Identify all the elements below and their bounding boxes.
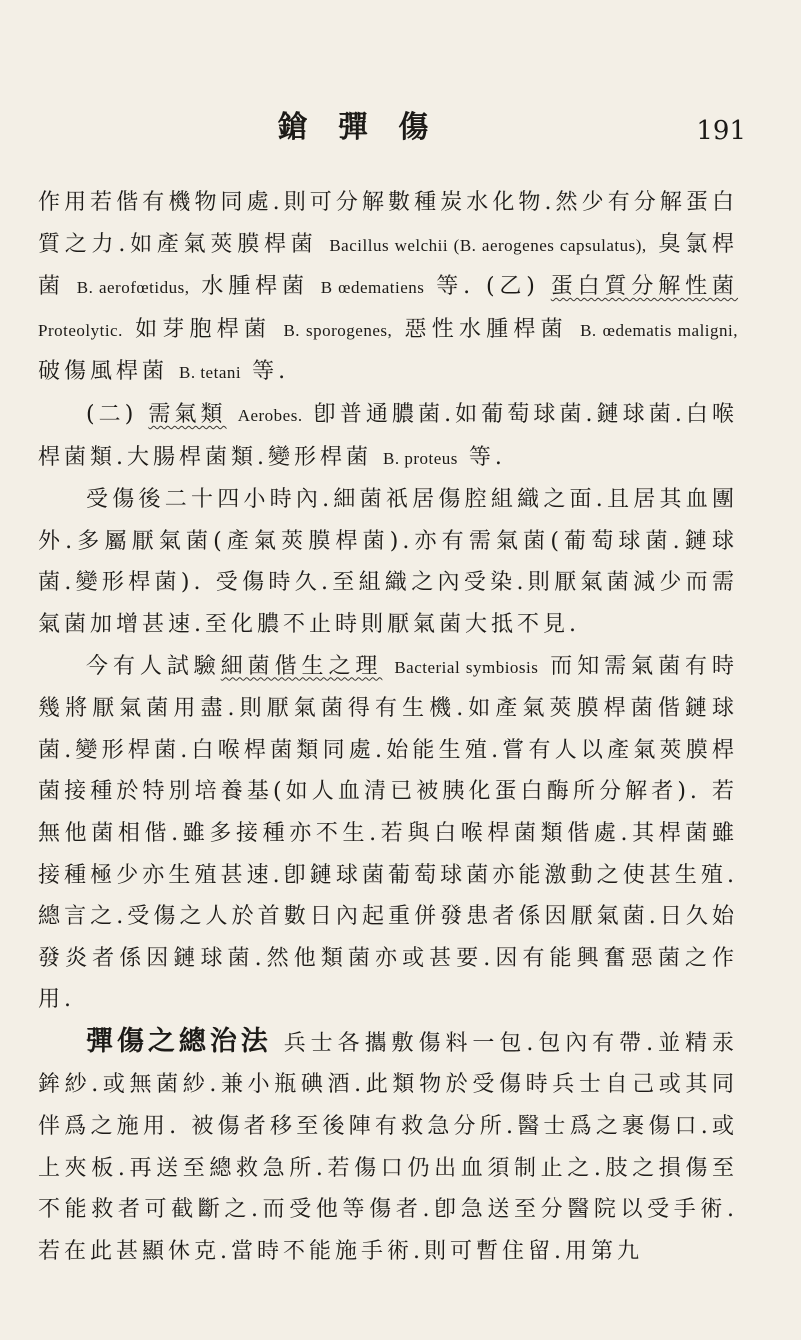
text-run: 如芽胞桿菌 (122, 316, 284, 342)
text-run: 臭氯桿菌 (38, 231, 738, 300)
latin-term: Bacillus welchii (B. aerogenes capsulatus), (329, 235, 647, 255)
paragraph-infection-timeline (38, 479, 738, 645)
text-run: 而知需氣菌有時幾將厭氣菌用盡.則厭氣菌得有生機.如產氣莢膜桿菌偕鏈球菌.變形桿菌.白喉桿菌類同處.始能生殖.嘗有人以產氣莢膜桿菌接種於特別培養基(如人血清已被胰化蛋白酶所分解者). 若無他菌相偕.雖多接種亦不生.若與白喉桿菌類偕處.其桿菌雖接種極少亦生殖甚速.卽鏈球菌葡萄球菌亦能激動之使甚生殖. 總言之.受傷之人於首數日內起重併發患者係因厭氣菌.日久始發炎者係因鏈球菌.然他類菌亦或甚要.因有能興奮惡菌之作用. (38, 653, 738, 1013)
latin-term: Proteolytic. (38, 320, 123, 340)
text-run: 水腫桿菌 (189, 274, 321, 300)
text-run (382, 654, 394, 679)
text-run (227, 402, 238, 427)
latin-term: B. œdematis maligni, (580, 320, 738, 340)
page-header (38, 108, 746, 148)
text-run: 破傷風桿菌 (38, 359, 179, 385)
latin-term: B. sporogenes, (283, 320, 393, 340)
running-title: 鎗 彈 傷 (277, 110, 439, 145)
book-page (38, 0, 746, 1340)
latin-term: B œdematiens (320, 278, 425, 298)
text-run: 卽普通膿菌.如葡萄球菌.鏈球菌.白喉桿菌類.大腸桿菌類.變形桿菌 (38, 401, 738, 470)
text-run: 等. (241, 359, 290, 385)
latin-term: B. proteus (382, 448, 458, 468)
text-run: 惡性水腫桿菌 (392, 316, 581, 342)
text-run: 等. (457, 444, 506, 470)
page-number: 191 (696, 116, 746, 146)
latin-term: B. aerofœtidus, (76, 278, 190, 298)
body-text (38, 182, 738, 1272)
latin-term: Bacterial symbiosis (394, 657, 539, 677)
latin-term: B. tetani (179, 363, 242, 383)
text-run: 兵士各攜敷傷料一包.包內有帶.並精汞鉾紗.或無菌紗.兼小瓶碘酒.此類物於受傷時兵士自己或其同伴爲之施用. 被傷者移至後陣有救急分所.醫士爲之裹傷口.或上夾板.再送至總救急所.若傷口仍出血須制止之.肢之損傷至不能救者可截斷之.而受他等傷者.卽急送至分醫院以受手術. 若在此甚顯休克.當時不能施手術.則可暫住留.用第九 (38, 1030, 739, 1264)
text-run: 作用若偕有機物同處.則可分解數種炭水化物.然少有分解蛋白質之力.如產氣莢膜桿菌 (38, 190, 738, 257)
text-run: 今有人試驗 (86, 653, 221, 679)
emphasized-term: 細菌偕生之理 (220, 653, 383, 679)
paragraph-general-treatment (38, 1021, 738, 1273)
emphasized-term: 蛋白質分解性菌 (550, 274, 739, 300)
paragraph-aerobes (38, 394, 738, 479)
section-heading: 彈傷之總治法 (86, 1025, 272, 1057)
paragraph-bacterial-symbiosis (38, 646, 738, 1021)
emphasized-term: 需氣類 (148, 401, 227, 427)
text-run: 受傷後二十四小時內.細菌祇居傷腔組織之面.且居其血團外.多屬厭氣菌(產氣莢膜桿菌).亦有需氣菌(葡萄球菌.鏈球菌.變形桿菌). 受傷時久.至組織之內受染.則厭氣菌減少而需氣菌加增甚速.至化膿不止時則厭氣菌大抵不見. (38, 487, 738, 637)
latin-term: Aerobes. (237, 405, 303, 425)
text-run: (二) (86, 401, 149, 427)
text-run: 等. (乙) (424, 274, 551, 300)
paragraph-anaerobes-subtypes (38, 182, 738, 394)
